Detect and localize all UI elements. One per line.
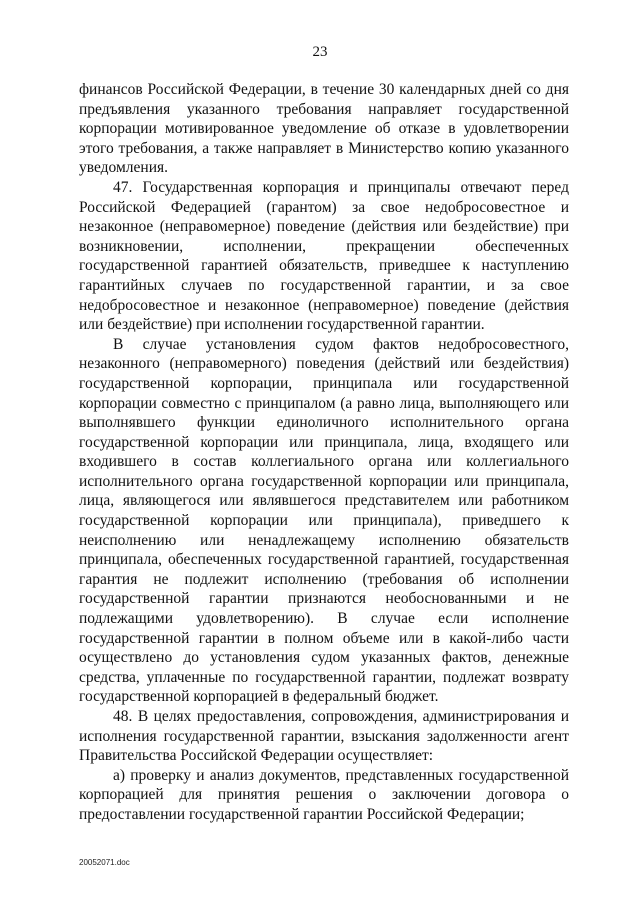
paragraph-continuation: финансов Российской Федерации, в течение 30 календарных дней со дня предъявления указанного требования направляет государственной корпорации мотивированное уведомление об отказе в удовлетворении этого требования, а также направляет в Министерство копию указанного уведомления. <box>79 81 569 177</box>
page-number: 23 <box>312 44 328 60</box>
document-body <box>79 80 569 825</box>
paragraph-47: 47. Государственная корпорация и принципалы отвечают перед Российской Федерацией (гарантом) за свое недобросовестное и незаконное (неправомерное) поведение (действия или бездействие) при возникновении, исполнении, прекращении обеспеченных государственной гарантией обязательств, приведшее к наступлению гарантийных случаев по государственной гарантии, и за свое недобросовестное и незаконное (неправомерное) поведение (действия или бездействие) при исполнении государственной гарантии. <box>79 178 569 334</box>
paragraph-48-a: а) проверку и анализ документов, представленных государственной корпорацией для принятия решения о заключении договора о предоставлении государственной гарантии Российской Федерации; <box>79 766 569 823</box>
paragraph-48: 48. В целях предоставления, сопровождения, администрирования и исполнения государственной гарантии, взыскания задолженности агент Правительства Российской Федерации осуществляет: <box>79 708 569 765</box>
paragraph-47-court: В случае установления судом фактов недобросовестного, незаконного (неправомерного) поведения (действий или бездействия) государственной корпорации, принципала или государственной корпорации совместно с принципалом (а равно лица, выполняющего или выполнявшего функции единоличного исполнительного органа государственной корпорации или принципала, лица, входящего или входившего в состав коллегиального органа или коллегиального исполнительного органа государственной корпорации или принципала, лица, являющегося или являвшегося представителем или работником государственной корпорации или принципала), приведшего к неисполнению или ненадлежащему исполнению обязательств принципала, обеспеченных государственной гарантией, государственная гарантия не подлежит исполнению (требования об исполнении государственной гарантии признаются необоснованными и не подлежащими удовлетворению). В случае если исполнение государственной гарантии в полном объеме или в какой-либо части осуществлено до установления судом указанных фактов, денежные средства, уплаченные по государственной гарантии, подлежат возврату государственной корпорацией в федеральный бюджет. <box>79 335 569 706</box>
document-filename: 20052071.doc <box>79 858 130 867</box>
